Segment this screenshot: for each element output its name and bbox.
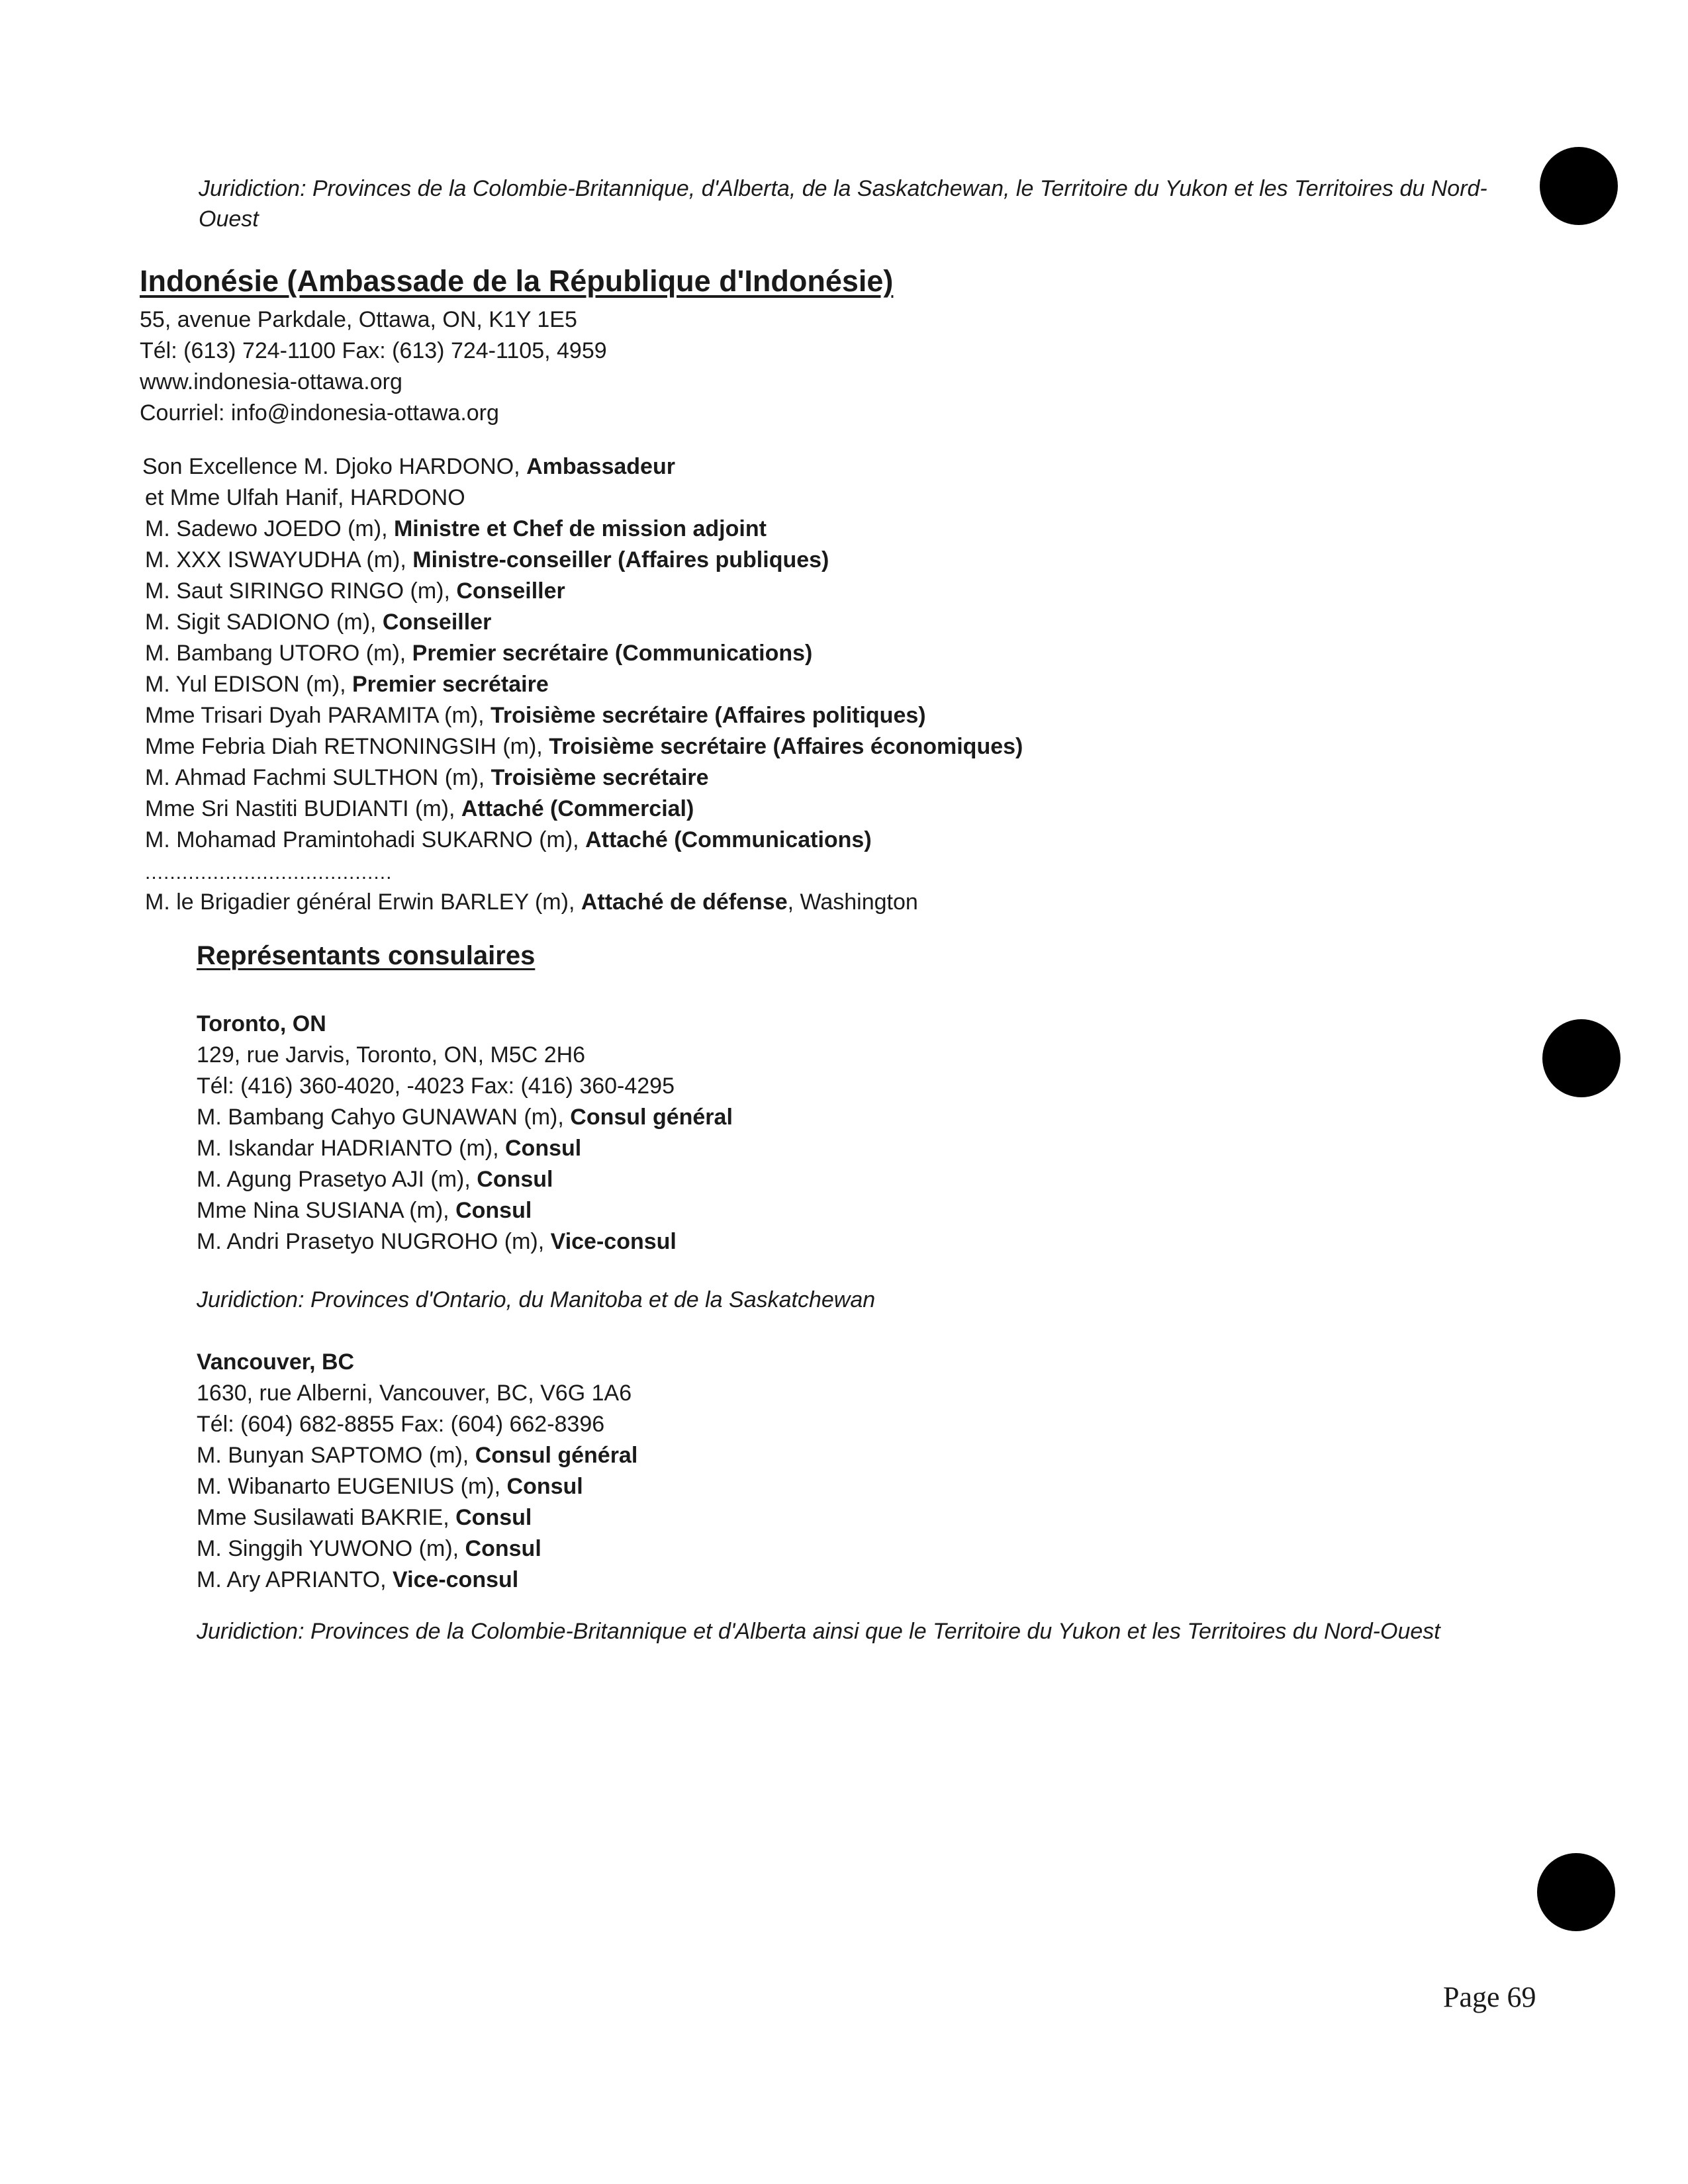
- staff-entry: [145, 825, 1023, 856]
- staff-name: M. Ahmad Fachmi SULTHON (m),: [145, 765, 491, 790]
- consulate-phone: Tél: (604) 682-8855 Fax: (604) 662-8396: [197, 1412, 605, 1437]
- staff-name: Mme Trisari Dyah PARAMITA (m),: [145, 703, 491, 728]
- staff-entry: [197, 1533, 637, 1565]
- staff-name: M. Bambang UTORO (m),: [145, 641, 412, 666]
- embassy-website: www.indonesia-ottawa.org: [140, 369, 402, 394]
- staff-name: M. Yul EDISON (m),: [145, 672, 352, 697]
- staff-entry: [145, 607, 1023, 638]
- staff-name: M. Sadewo JOEDO (m),: [145, 516, 394, 541]
- separator-dots: ........................................: [145, 862, 393, 884]
- consulate-staff-list: [197, 1440, 637, 1596]
- staff-entry: [197, 1565, 637, 1596]
- consulate-vancouver: [197, 1347, 637, 1596]
- staff-title: Vice-consul: [550, 1229, 677, 1254]
- country-heading: Indonésie (Ambassade de la République d'Indonésie): [140, 264, 894, 298]
- staff-title: Premier secrétaire (Communications): [412, 641, 813, 666]
- staff-name: M. Sigit SADIONO (m),: [145, 610, 383, 635]
- staff-entry: [197, 1164, 733, 1195]
- staff-entry: [197, 1195, 733, 1226]
- staff-title: Troisième secrétaire (Affaires économiques): [549, 734, 1023, 759]
- embassy-contact-block: [140, 304, 607, 429]
- staff-name: M. Bambang Cahyo GUNAWAN (m),: [197, 1105, 571, 1130]
- staff-entry: [145, 794, 1023, 825]
- consular-heading: Représentants consulaires: [197, 941, 536, 970]
- staff-entry: [197, 1440, 637, 1471]
- staff-title: Attaché (Commercial): [461, 796, 694, 821]
- staff-entry: [145, 762, 1023, 794]
- toronto-jurisdiction-note: Juridiction: Provinces d'Ontario, du Manitoba et de la Saskatchewan: [197, 1287, 876, 1312]
- staff-entry: [145, 514, 1023, 545]
- defense-attache-name: M. le Brigadier général Erwin BARLEY (m),: [145, 889, 581, 915]
- staff-name: M. Iskandar HADRIANTO (m),: [197, 1136, 505, 1161]
- defense-attache-entry: [145, 887, 918, 918]
- staff-title: Consul: [455, 1198, 532, 1223]
- staff-entry: [145, 700, 1023, 731]
- staff-title: Consul: [455, 1505, 532, 1530]
- ambassador-entry: [142, 451, 675, 514]
- staff-entry: [197, 1471, 637, 1502]
- punch-hole-middle: [1542, 1019, 1620, 1097]
- staff-title: Attaché (Communications): [585, 827, 872, 852]
- consulate-phone: Tél: (416) 360-4020, -4023 Fax: (416) 360-4295: [197, 1073, 675, 1099]
- embassy-email: Courriel: info@indonesia-ottawa.org: [140, 400, 499, 426]
- staff-name: Mme Nina SUSIANA (m),: [197, 1198, 456, 1223]
- staff-name: M. Wibanarto EUGENIUS (m),: [197, 1474, 507, 1499]
- staff-title: Vice-consul: [393, 1567, 519, 1592]
- embassy-phone: Tél: (613) 724-1100 Fax: (613) 724-1105, 4959: [140, 338, 607, 363]
- staff-name: Mme Susilawati BAKRIE,: [197, 1505, 456, 1530]
- staff-name: M. Ary APRIANTO,: [197, 1567, 393, 1592]
- staff-name: M. Singgih YUWONO (m),: [197, 1536, 465, 1561]
- page-number: Page 69: [1443, 1981, 1536, 2013]
- ambassador-name: Son Excellence M. Djoko HARDONO,: [142, 454, 527, 479]
- defense-attache-location: , Washington: [787, 889, 918, 915]
- staff-name: M. Andri Prasetyo NUGROHO (m),: [197, 1229, 551, 1254]
- staff-entry: [197, 1133, 733, 1164]
- vancouver-jurisdiction-note: Juridiction: Provinces de la Colombie-Britannique et d'Alberta ainsi que le Territoire du Yukon et les Territoires du Nord-Ouest: [197, 1619, 1440, 1644]
- consulate-staff-list: [197, 1102, 733, 1257]
- staff-title: Ministre et Chef de mission adjoint: [393, 516, 767, 541]
- staff-entry: [145, 576, 1023, 607]
- staff-name: M. XXX ISWAYUDHA (m),: [145, 547, 413, 572]
- staff-entry: [197, 1102, 733, 1133]
- staff-name: M. Agung Prasetyo AJI (m),: [197, 1167, 477, 1192]
- defense-attache-title: Attaché de défense: [581, 889, 788, 915]
- staff-name: M. Mohamad Pramintohadi SUKARNO (m),: [145, 827, 586, 852]
- staff-title: Consul général: [570, 1105, 733, 1130]
- staff-title: Consul: [477, 1167, 553, 1192]
- staff-entry: [145, 731, 1023, 762]
- ambassador-spouse: et Mme Ulfah Hanif, HARDONO: [145, 485, 465, 510]
- staff-entry: [145, 545, 1023, 576]
- staff-title: Consul: [465, 1536, 541, 1561]
- staff-entry: [145, 669, 1023, 700]
- staff-title: Conseiller: [456, 578, 565, 604]
- staff-name: Mme Febria Diah RETNONINGSIH (m),: [145, 734, 549, 759]
- embassy-staff-list: [145, 514, 1023, 856]
- consulate-city: Toronto, ON: [197, 1011, 326, 1036]
- staff-title: Premier secrétaire: [352, 672, 549, 697]
- punch-hole-bottom: [1537, 1853, 1615, 1931]
- consulate-city: Vancouver, BC: [197, 1349, 355, 1375]
- staff-title: Consul général: [475, 1443, 638, 1468]
- staff-title: Ministre-conseiller (Affaires publiques): [412, 547, 829, 572]
- staff-entry: [197, 1502, 637, 1533]
- staff-name: M. Saut SIRINGO RINGO (m),: [145, 578, 457, 604]
- staff-entry: [145, 638, 1023, 669]
- staff-entry: [197, 1226, 733, 1257]
- staff-title: Conseiller: [382, 610, 492, 635]
- consulate-address: 129, rue Jarvis, Toronto, ON, M5C 2H6: [197, 1042, 586, 1068]
- staff-title: Troisième secrétaire: [491, 765, 709, 790]
- staff-title: Troisième secrétaire (Affaires politiques): [491, 703, 926, 728]
- staff-title: Consul: [506, 1474, 583, 1499]
- embassy-address: 55, avenue Parkdale, Ottawa, ON, K1Y 1E5: [140, 307, 577, 332]
- consulate-toronto: [197, 1009, 733, 1257]
- punch-hole-top: [1540, 147, 1618, 225]
- staff-name: M. Bunyan SAPTOMO (m),: [197, 1443, 475, 1468]
- staff-title: Consul: [505, 1136, 582, 1161]
- staff-name: Mme Sri Nastiti BUDIANTI (m),: [145, 796, 461, 821]
- consulate-address: 1630, rue Alberni, Vancouver, BC, V6G 1A6: [197, 1381, 632, 1406]
- ambassador-title: Ambassadeur: [526, 454, 675, 479]
- previous-jurisdiction-note: Juridiction: Provinces de la Colombie-Britannique, d'Alberta, de la Saskatchewan, le Territoire du Yukon et les Territoires du Nord-Ouest: [199, 176, 1487, 232]
